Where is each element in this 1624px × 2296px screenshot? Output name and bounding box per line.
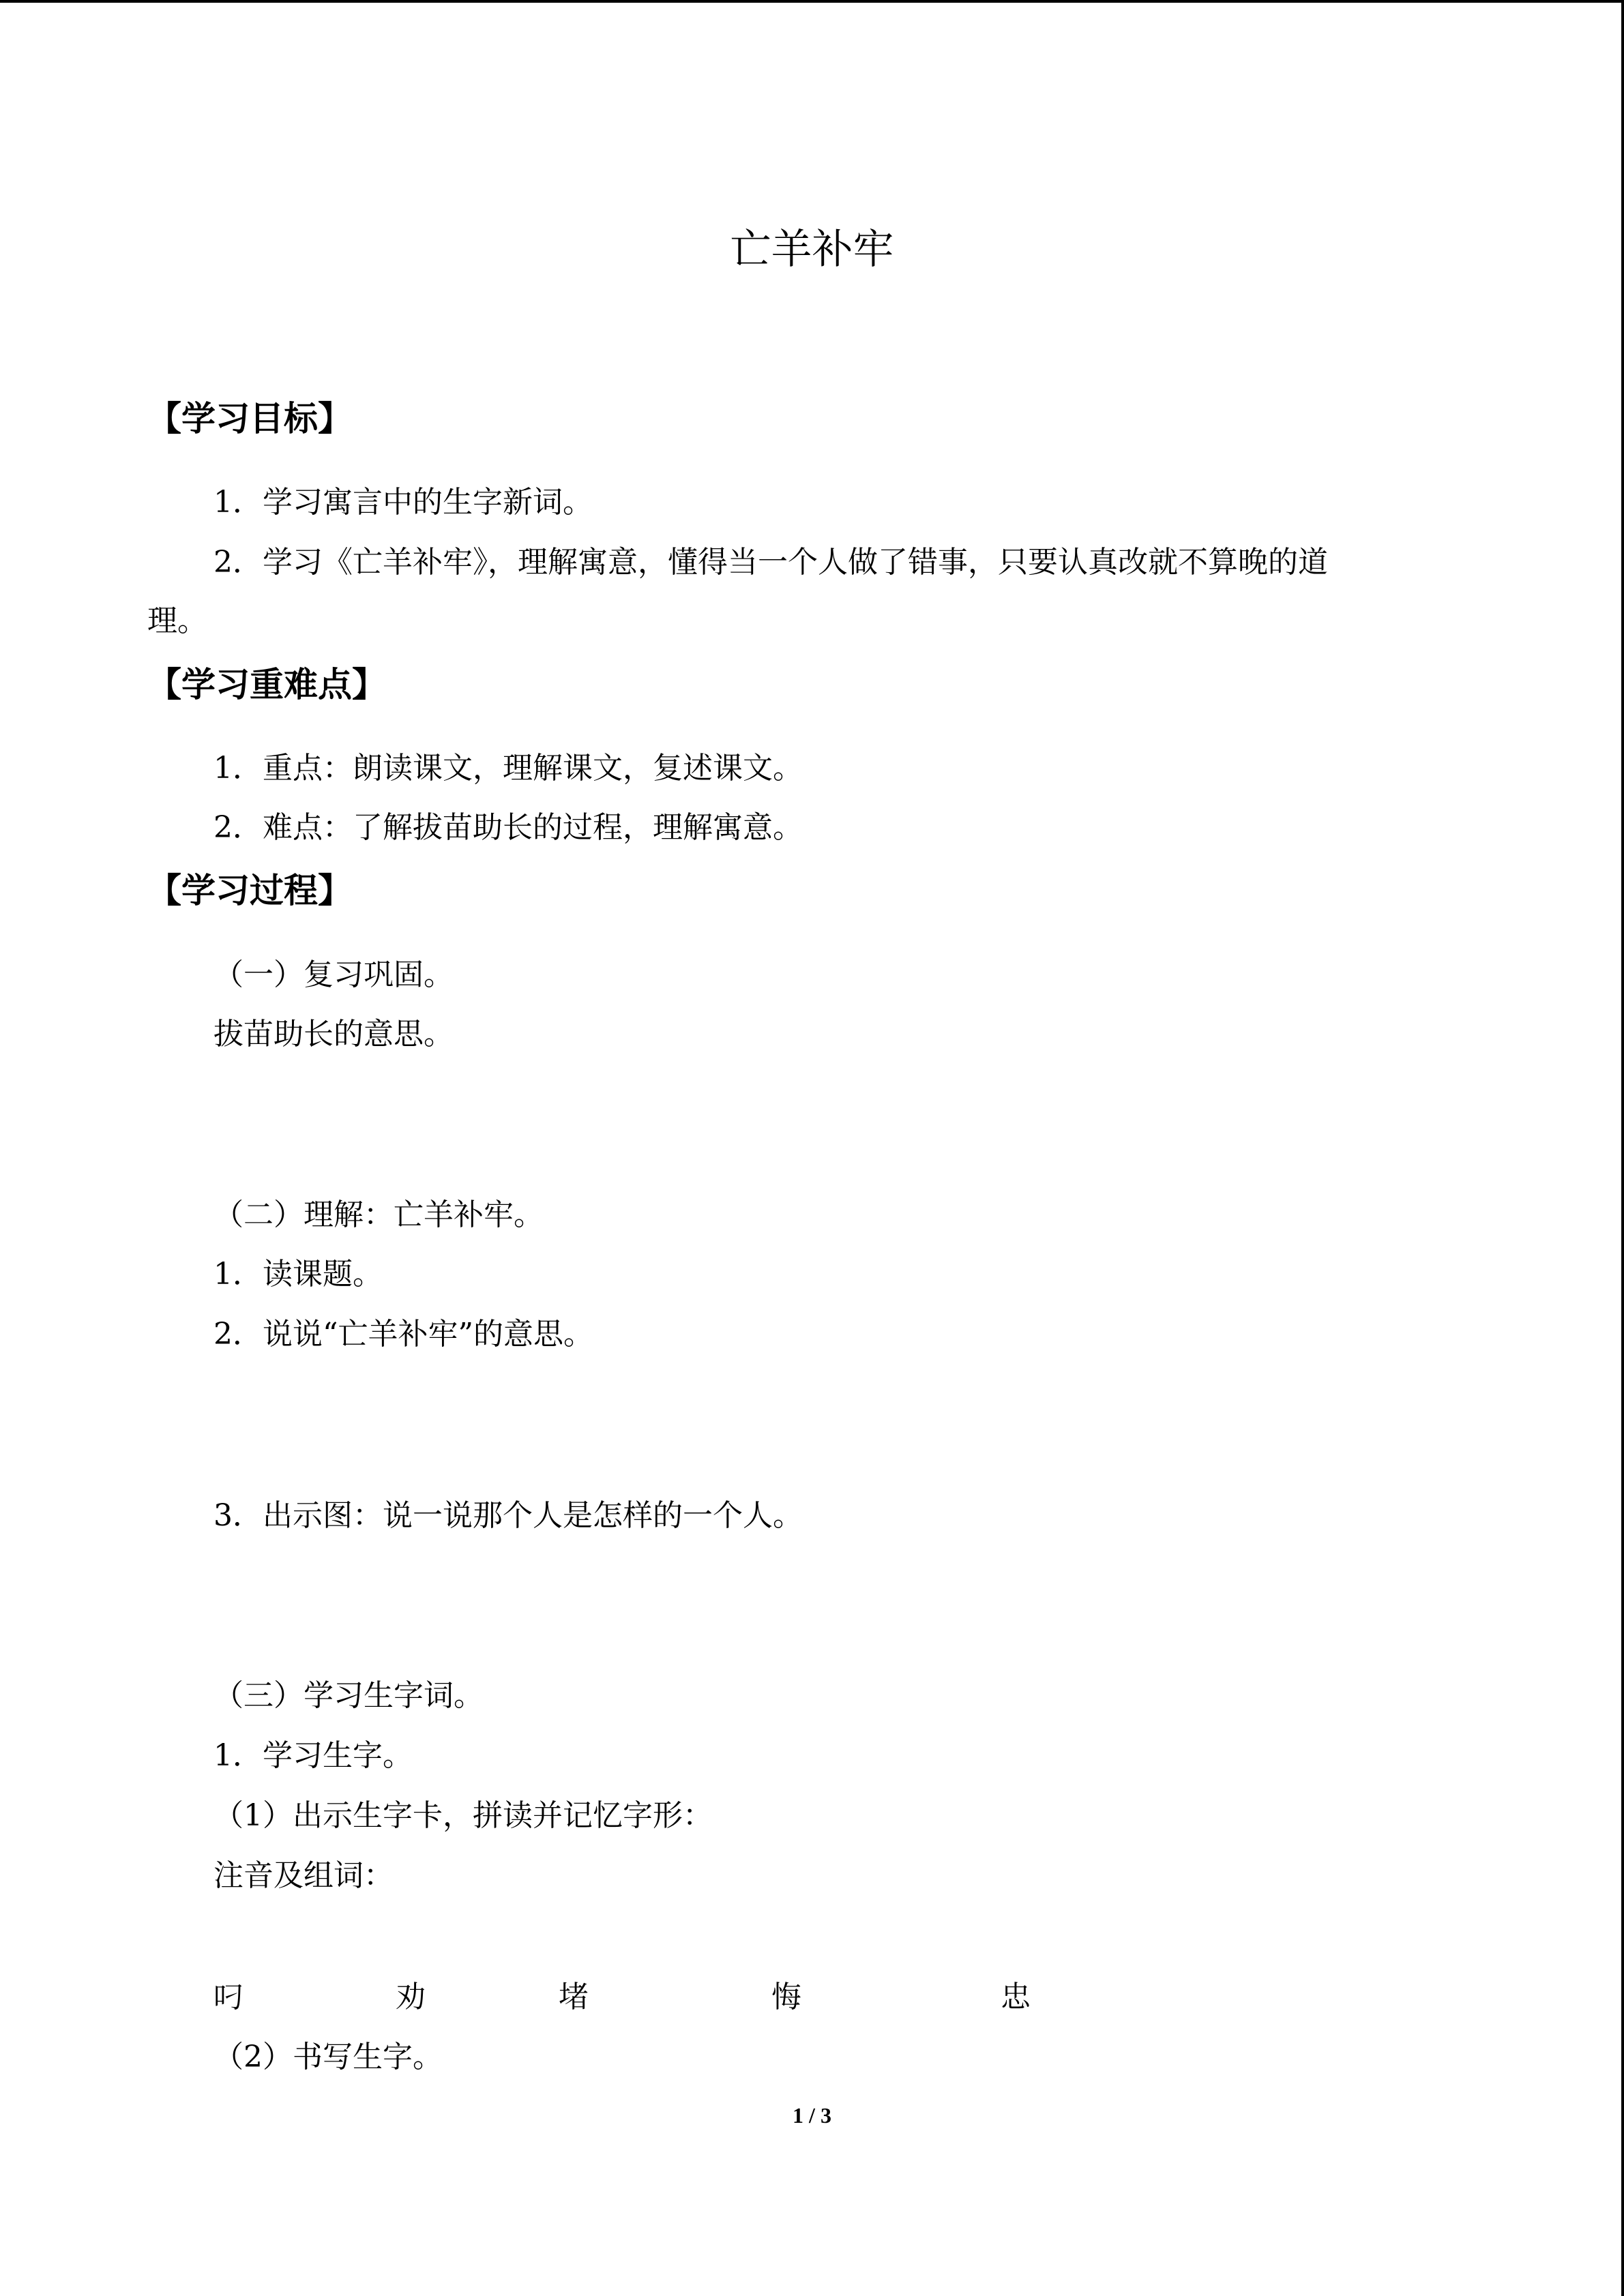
new-character: 堵 (559, 1980, 589, 2014)
goal-item-2-line-2: 理。 (147, 603, 207, 638)
new-character: 忠 (1001, 1980, 1031, 2014)
process-part-1-title: （一）复习巩固。 (213, 957, 454, 992)
key-point-item-1: 1．重点：朗读课文，理解课文，复述课文。 (213, 751, 803, 786)
goal-item-2-line-1: 2．学习《亡羊补牢》，理解寓意，懂得当一个人做了错事，只要认真改就不算晚的道 (213, 545, 1328, 580)
process-part-1-line: 拔苗助长的意思。 (213, 1017, 454, 1052)
new-character: 悔 (771, 1980, 801, 2014)
process-part-2-item-1: 1．读课题。 (213, 1257, 383, 1292)
page-top-border (0, 0, 1624, 3)
process-part-3-item-1: 1．学习生字。 (213, 1738, 413, 1773)
goal-item-1: 1．学习寓言中的生字新词。 (213, 485, 593, 520)
document-title: 亡羊补牢 (730, 226, 894, 273)
new-character: 劝 (396, 1980, 426, 2014)
page-right-border (1621, 0, 1624, 2296)
process-part-3-note: 注音及组词： (213, 1858, 394, 1893)
key-point-item-2: 2．难点：了解拔苗助长的过程，理解寓意。 (213, 810, 803, 845)
process-part-3-sub-1: （1）出示生字卡，拼读并记忆字形： (213, 1798, 713, 1833)
process-part-2-title: （二）理解：亡羊补牢。 (213, 1197, 544, 1232)
page-number: 1 / 3 (793, 2103, 831, 2128)
new-character: 叼 (213, 1980, 243, 2014)
heading-key-points: 【学习重难点】 (147, 665, 386, 704)
process-part-3-sub-2: （2）书写生字。 (213, 2040, 443, 2074)
process-part-3-title: （三）学习生字词。 (213, 1678, 484, 1713)
process-part-2-item-3: 3．出示图：说一说那个人是怎样的一个人。 (213, 1498, 803, 1533)
heading-learning-goals: 【学习目标】 (147, 399, 352, 438)
heading-learning-process: 【学习过程】 (147, 871, 352, 910)
process-part-2-item-2: 2．说说“亡羊补牢”的意思。 (213, 1317, 593, 1352)
